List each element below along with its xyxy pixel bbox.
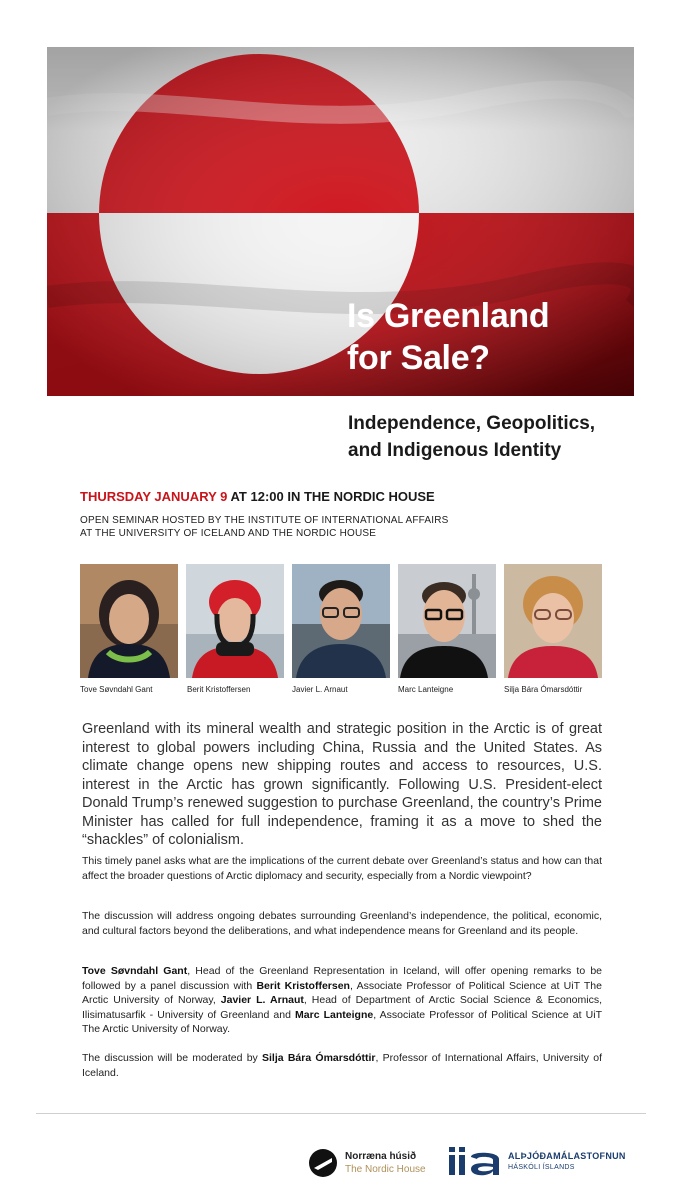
footer-divider bbox=[36, 1113, 646, 1114]
iia-name: ALÞJÓÐAMÁLASTOFNUN bbox=[508, 1151, 626, 1161]
hero-flag-image bbox=[47, 47, 634, 396]
iia-logo-icon bbox=[447, 1145, 503, 1177]
nordic-house-name-is: Norræna húsið bbox=[345, 1151, 417, 1162]
text-run: , Associate Professor of Political Science at UiT The Arctic University of Norway. bbox=[82, 1008, 602, 1035]
subtitle-line2: and Indigenous Identity bbox=[348, 440, 562, 461]
speaker-ref: Marc Lanteigne bbox=[295, 1008, 374, 1021]
speaker-photo-gant bbox=[80, 564, 178, 678]
nordic-house-logo-text bbox=[345, 1150, 426, 1176]
speaker-name: Marc Lanteigne bbox=[398, 685, 454, 694]
hosts-line1: OPEN SEMINAR HOSTED BY THE INSTITUTE OF INTERNATIONAL AFFAIRS bbox=[80, 515, 449, 526]
event-time-location: AT 12:00 IN THE NORDIC HOUSE bbox=[227, 489, 435, 504]
moderator-paragraph bbox=[82, 1051, 602, 1080]
speaker-name: Silja Bára Ómarsdóttir bbox=[504, 685, 583, 694]
event-title-line1: Is Greenland bbox=[347, 297, 550, 335]
lead-paragraph: Greenland with its mineral wealth and strategic position in the Arctic is of great interest to global powers including China, Russia and the United States. As climate change opens new shipping routes and access to resources, U.S. interest in the Arctic has grown significantly. Following U.S. President-elect Donald Trump’s renewed suggestion to purchase Greenland, the country’s Prime Minister has called for full independence, framing it as a move to shed the “shackles” of colonialism. bbox=[82, 721, 602, 848]
event-date: THURSDAY JANUARY 9 bbox=[80, 489, 228, 504]
speaker-photo-lanteigne bbox=[398, 564, 496, 678]
nordic-house-logo-icon bbox=[308, 1148, 338, 1178]
moderator-ref: Silja Bára Ómarsdóttir bbox=[262, 1052, 376, 1064]
event-subtitle bbox=[348, 410, 595, 464]
event-title bbox=[347, 295, 627, 379]
text-run: , Head of the Greenland Representation in Iceland, will offer opening remarks to be followed by a panel discussion with bbox=[82, 965, 603, 992]
speaker-name: Tove Søvndahl Gant bbox=[80, 685, 153, 694]
speaker-photo-kristoffersen bbox=[186, 564, 284, 678]
iia-logo-text bbox=[508, 1150, 626, 1174]
speaker-name: Javier L. Arnaut bbox=[292, 685, 348, 694]
text-run: The discussion will be moderated by bbox=[82, 1052, 263, 1064]
body-paragraph: The discussion will address ongoing debates surrounding Greenland’s independence, the political, economic, and cultural factors beyond the deliberations, and what independence means for Greenland and its people. bbox=[82, 910, 602, 937]
text-run: , Professor of International Affairs, University of Iceland. bbox=[82, 1052, 602, 1079]
speaker-ref: Berit Kristoffersen bbox=[256, 979, 350, 992]
speaker-ref: Javier L. Arnaut bbox=[220, 994, 304, 1006]
event-title-line2: for Sale? bbox=[347, 339, 490, 377]
nordic-house-name-en: The Nordic House bbox=[345, 1164, 426, 1175]
text-run: , Head of Department of Arctic Social Science & Economics, Ilisimatusarfik - University of Greenland and bbox=[82, 994, 602, 1021]
speaker-photos bbox=[80, 564, 602, 679]
body-paragraph: This timely panel asks what are the implications of the current debate over Greenland’s status and how can that affect the broader questions of Arctic diplomacy and security, especially from a Nordic viewpoint? bbox=[82, 855, 602, 882]
speaker-photo-arnaut bbox=[292, 564, 390, 678]
text-run: , Associate Professor of Political Science at UiT The Arctic University of Norway, bbox=[82, 979, 602, 1006]
university-name: HÁSKÓLI ÍSLANDS bbox=[508, 1164, 575, 1171]
speaker-photo-omarsdottir bbox=[504, 564, 602, 678]
event-hosts bbox=[80, 514, 449, 540]
event-dateline bbox=[80, 489, 435, 504]
speaker-name: Berit Kristoffersen bbox=[187, 685, 251, 694]
subtitle-line1: Independence, Geopolitics, bbox=[348, 413, 596, 434]
speaker-ref: Tove Søvndahl Gant bbox=[82, 965, 188, 977]
panel-description bbox=[82, 964, 602, 1037]
hosts-line2: AT THE UNIVERSITY OF ICELAND AND THE NORDIC HOUSE bbox=[80, 528, 377, 539]
